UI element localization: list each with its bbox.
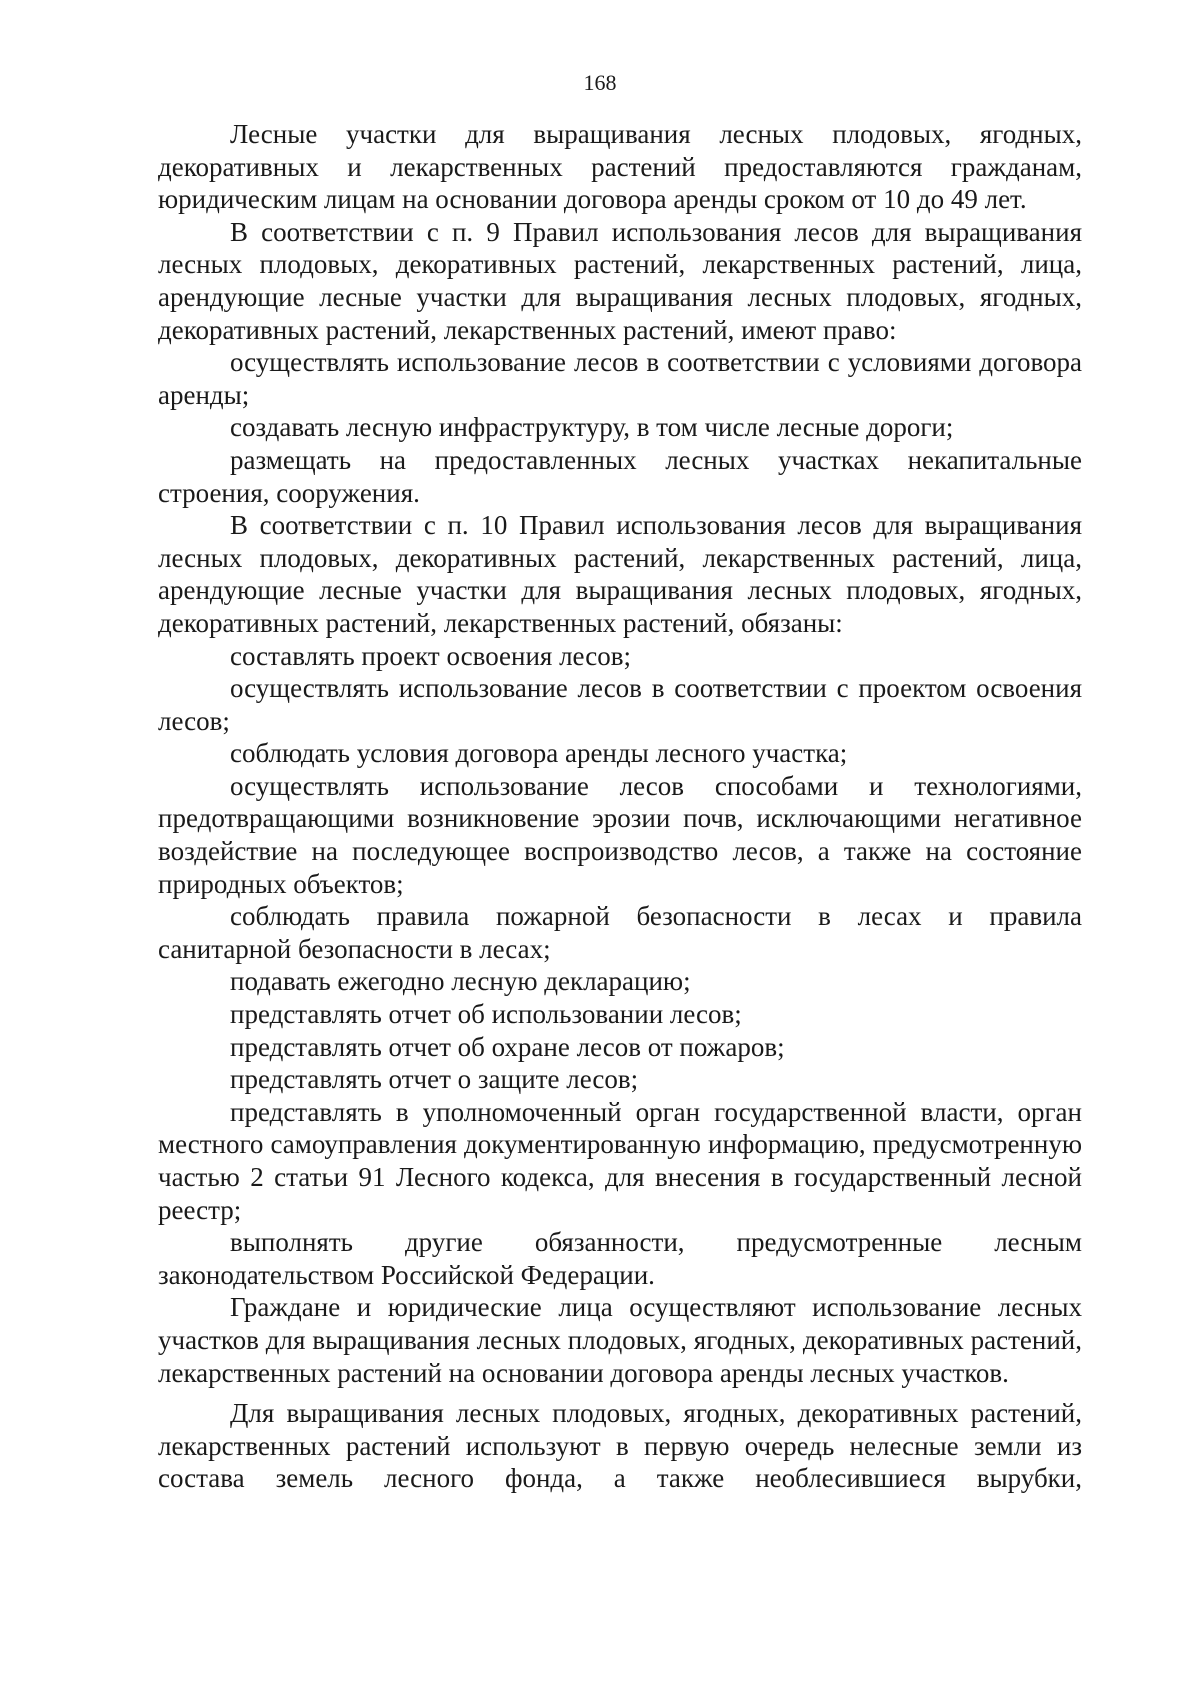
paragraph: Лесные участки для выращивания лесных плодовых, ягодных, декоративных и лекарственных растений предоставляются гражданам, юридическим лицам на основании договора аренды сроком от 10 до 49 лет. — [158, 119, 1082, 215]
list-item: размещать на предоставленных лесных участках некапитальные строения, сооружения. — [158, 444, 1082, 508]
list-item: соблюдать правила пожарной безопасности в лесах и правила санитарной безопасности в лесах; — [158, 901, 1082, 964]
list-item: соблюдать условия договора аренды лесного участка; — [230, 738, 848, 769]
paragraph: Граждане и юридические лица осуществляют использование лесных участков для выращивания лесных плодовых, ягодных, декоративных растений, лекарственных растений на основании договора аренды лесных участков. — [158, 1292, 1082, 1388]
list-item: представлять в уполномоченный орган государственной власти, орган местного самоуправления документированную информацию, предусмотренную частью 2 статьи 91 Лесного кодекса, для внесения в государственный лесной реестр; — [158, 1096, 1082, 1225]
list-item: представлять отчет об использовании лесов; — [230, 999, 742, 1030]
list-item: осуществлять использование лесов в соответствии с условиями договора аренды; — [158, 347, 1082, 410]
list-item: представлять отчет об охране лесов от пожаров; — [230, 1031, 785, 1062]
list-item: подавать ежегодно лесную декларацию; — [230, 966, 691, 997]
paragraph: В соответствии с п. 10 Правил использования лесов для выращивания лесных плодовых, декоративных растений, лекарственных растений, лица, арендующие лесные участки для выращивания лесных плодовых, ягодных, декоративных растений, лекарственных растений, обязаны: — [158, 510, 1082, 638]
list-item: составлять проект освоения лесов; — [230, 640, 631, 671]
paragraph: В соответствии с п. 9 Правил использования лесов для выращивания лесных плодовых, декоративных растений, лекарственных растений, лица, арендующие лесные участки для выращивания лесных плодовых, ягодных, декоративных растений, лекарственных растений, имеют право: — [158, 216, 1082, 345]
list-item: осуществлять использование лесов в соответствии с проектом освоения лесов; — [158, 673, 1082, 736]
list-item: осуществлять использование лесов способами и технологиями, предотвращающими возникновение эрозии почв, исключающими негативное воздействие на последующее воспроизводство лесов, а также на состояние природных объектов; — [158, 770, 1082, 899]
list-item: представлять отчет о защите лесов; — [230, 1064, 639, 1095]
list-item: создавать лесную инфраструктуру, в том числе лесные дороги; — [230, 412, 954, 443]
page-number: 168 — [583, 70, 617, 95]
document-body — [158, 118, 1082, 1495]
list-item: выполнять другие обязанности, предусмотренные лесным законодательством Российской Федерации. — [158, 1227, 1082, 1290]
paragraph: Для выращивания лесных плодовых, ягодных, декоративных растений, лекарственных растений используют в первую очередь нелесные земли из состава земель лесного фонда, а также необлесившиеся вырубки, — [158, 1398, 1082, 1494]
